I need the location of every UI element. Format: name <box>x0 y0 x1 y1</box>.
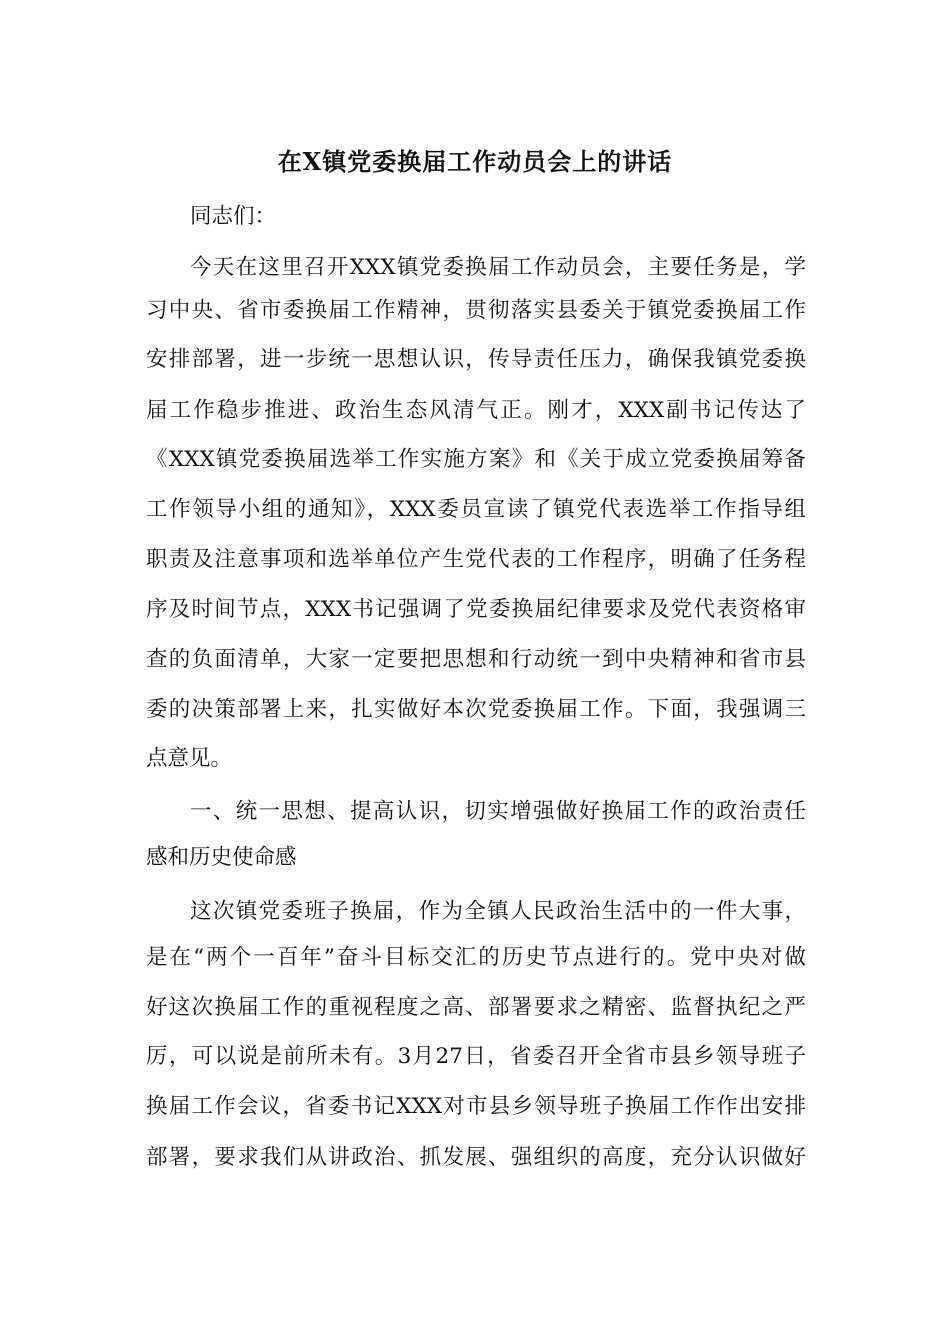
document-title: 在X镇党委换届工作动员会上的讲话 <box>277 147 673 176</box>
paragraph-line: 届工作稳步推进、政治生态风清气正。刚才，XXX副书记传达了 <box>146 398 806 423</box>
paragraph-line: 点意见。 <box>146 746 233 771</box>
paragraph-line: 查的负面清单，大家一定要把思想和行动统一到中央精神和省市县 <box>146 647 806 672</box>
paragraph-line: 序及时间节点，XXX书记强调了党委换届纪律要求及党代表资格审 <box>146 597 806 622</box>
paragraph-line: 厉，可以说是前所未有。3月27日，省委召开全省市县乡领导班子 <box>146 1044 806 1069</box>
section-heading-line: 感和历史使命感 <box>146 845 297 870</box>
paragraph-line: 《XXX镇党委换届选举工作实施方案》和《关于成立党委换届筹备 <box>146 447 806 472</box>
paragraph-line: 部署，要求我们从讲政治、抓发展、强组织的高度，充分认识做好 <box>146 1145 806 1170</box>
paragraph-line: 委的决策部署上来，扎实做好本次党委换届工作。下面，我强调三 <box>146 697 806 722</box>
paragraph-line: 安排部署，进一步统一思想认识，传导责任压力，确保我镇党委换 <box>146 347 806 372</box>
paragraph-line: 工作领导小组的通知》，XXX委员宣读了镇党代表选举工作指导组 <box>146 497 806 522</box>
salutation: 同志们： <box>190 204 277 229</box>
paragraph-line: 今天在这里召开XXX镇党委换届工作动员会，主要任务是，学 <box>190 255 806 280</box>
section-heading-line: 一、统一思想、提高认识，切实增强做好换届工作的政治责任 <box>190 799 806 824</box>
paragraph-line: 这次镇党委班子换届，作为全镇人民政治生活中的一件大事， <box>190 899 806 924</box>
paragraph-line: 习中央、省市委换届工作精神，贯彻落实县委关于镇党委换届工作 <box>146 298 806 323</box>
paragraph-line: 换届工作会议，省委书记XXX对市县乡领导班子换届工作作出安排 <box>146 1094 806 1119</box>
paragraph-line: 好这次换届工作的重视程度之高、部署要求之精密、监督执纪之严 <box>146 995 806 1020</box>
paragraph-line: 职责及注意事项和选举单位产生党代表的工作程序，明确了任务程 <box>146 547 806 572</box>
paragraph-line: 是在“两个一百年”奋斗目标交汇的历史节点进行的。党中央对做 <box>146 945 806 970</box>
